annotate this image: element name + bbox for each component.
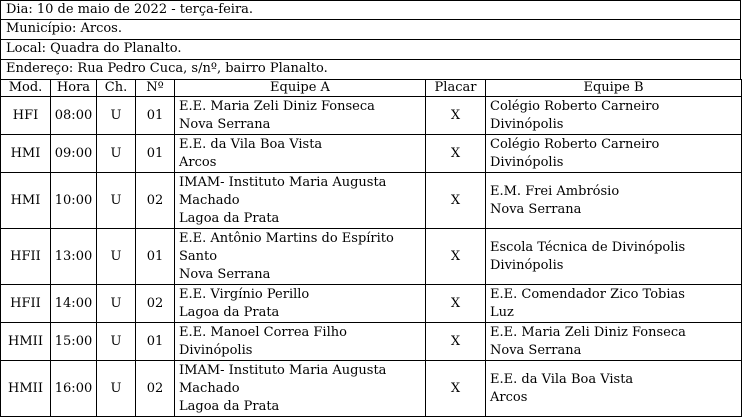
equipe-a-line: E.E. Antônio Martins do Espírito [179,231,394,246]
equipe-a-line: Nova Serrana [179,117,271,132]
col-header-mod: Mod. [1,80,51,97]
equipe-a-line: Lagoa da Prata [179,305,280,320]
cell-placar: X [426,173,486,229]
cell-num: 02 [136,285,175,323]
venue-line: Local: Quadra do Planalto. [0,39,741,59]
cell-equipe-b [486,229,742,285]
equipe-b-line: Divinópolis [490,117,564,132]
cell-equipe-b [486,97,742,135]
cell-hora: 14:00 [51,285,97,323]
col-header-placar: Placar [426,80,486,97]
cell-hora: 10:00 [51,173,97,229]
games-table [0,79,742,417]
cell-mod: HMI [1,173,51,229]
cell-mod: HMII [1,323,51,361]
col-header-ch: Ch. [97,80,136,97]
cell-ch: U [97,361,136,417]
address-line: Endereço: Rua Pedro Cuca, s/nº, bairro Planalto. [0,59,741,79]
cell-equipe-a [175,285,426,323]
equipe-b-line: Divinópolis [490,155,564,170]
equipe-a-line: Divinópolis [179,343,253,358]
cell-hora: 13:00 [51,229,97,285]
cell-ch: U [97,97,136,135]
equipe-a-line: Santo [179,249,218,264]
col-header-num: Nº [136,80,175,97]
cell-equipe-b [486,135,742,173]
equipe-a-line: Nova Serrana [179,267,271,282]
cell-mod: HFII [1,229,51,285]
cell-num: 02 [136,173,175,229]
cell-mod: HFII [1,285,51,323]
table-row [1,229,742,285]
cell-mod: HMII [1,361,51,417]
cell-hora: 16:00 [51,361,97,417]
equipe-a-line: Lagoa da Prata [179,211,280,226]
cell-equipe-b [486,323,742,361]
cell-num: 01 [136,97,175,135]
cell-mod: HFI [1,97,51,135]
cell-placar: X [426,229,486,285]
equipe-b-line: Colégio Roberto Carneiro [490,137,660,152]
cell-hora: 15:00 [51,323,97,361]
table-row [1,173,742,229]
cell-ch: U [97,229,136,285]
equipe-b-line: E.E. da Vila Boa Vista [490,371,634,387]
cell-equipe-a [175,229,426,285]
equipe-a-line: E.E. Maria Zeli Diniz Fonseca [179,99,375,114]
cell-equipe-a [175,323,426,361]
cell-placar: X [426,285,486,323]
cell-num: 01 [136,135,175,173]
cell-placar: X [426,97,486,135]
equipe-a-line: E.E. Manoel Correa Filho [179,325,347,340]
equipe-a-line: E.E. da Vila Boa Vista [179,137,323,152]
cell-hora: 08:00 [51,97,97,135]
cell-equipe-a [175,173,426,229]
equipe-a-line: E.E. Virgínio Perillo [179,287,310,302]
table-row [1,285,742,323]
equipe-b-line: E.M. Frei Ambrósio [490,183,620,199]
table-row [1,97,742,135]
cell-placar: X [426,135,486,173]
cell-placar: X [426,323,486,361]
cell-num: 01 [136,229,175,285]
cell-ch: U [97,323,136,361]
cell-hora: 09:00 [51,135,97,173]
cell-equipe-a [175,97,426,135]
cell-equipe-b [486,285,742,323]
equipe-b-line: Colégio Roberto Carneiro [490,99,660,114]
cell-placar: X [426,361,486,417]
cell-equipe-a [175,361,426,417]
cell-ch: U [97,135,136,173]
cell-equipe-b [486,173,742,229]
cell-equipe-b [486,361,742,417]
equipe-a-line: IMAM- Instituto Maria Augusta [179,175,387,190]
equipe-b-line: Nova Serrana [490,201,582,217]
equipe-a-line: Lagoa da Prata [179,399,280,414]
cell-mod: HMI [1,135,51,173]
table-header-row [1,80,742,97]
equipe-a-line: Machado [179,381,240,396]
equipe-b-line: Arcos [490,389,528,405]
table-row [1,361,742,417]
equipe-a-line: Arcos [179,155,217,170]
equipe-b-line: Nova Serrana [490,343,582,358]
equipe-b-line: Divinópolis [490,257,564,273]
cell-num: 02 [136,361,175,417]
equipe-b-line: Escola Técnica de Divinópolis [490,239,686,255]
cell-ch: U [97,285,136,323]
col-header-equipe-b: Equipe B [486,80,742,97]
equipe-a-line: Machado [179,193,240,208]
cell-equipe-a [175,135,426,173]
equipe-b-line: Luz [490,305,514,320]
equipe-a-line: IMAM- Instituto Maria Augusta [179,363,387,378]
col-header-equipe-a: Equipe A [175,80,426,97]
cell-ch: U [97,173,136,229]
municipality-line: Município: Arcos. [0,19,741,39]
date-line: Dia: 10 de maio de 2022 - terça-feira. [0,0,741,19]
col-header-hora: Hora [51,80,97,97]
equipe-b-line: E.E. Comendador Zico Tobias [490,287,685,302]
table-row [1,135,742,173]
cell-num: 01 [136,323,175,361]
table-row [1,323,742,361]
equipe-b-line: E.E. Maria Zeli Diniz Fonseca [490,325,686,340]
